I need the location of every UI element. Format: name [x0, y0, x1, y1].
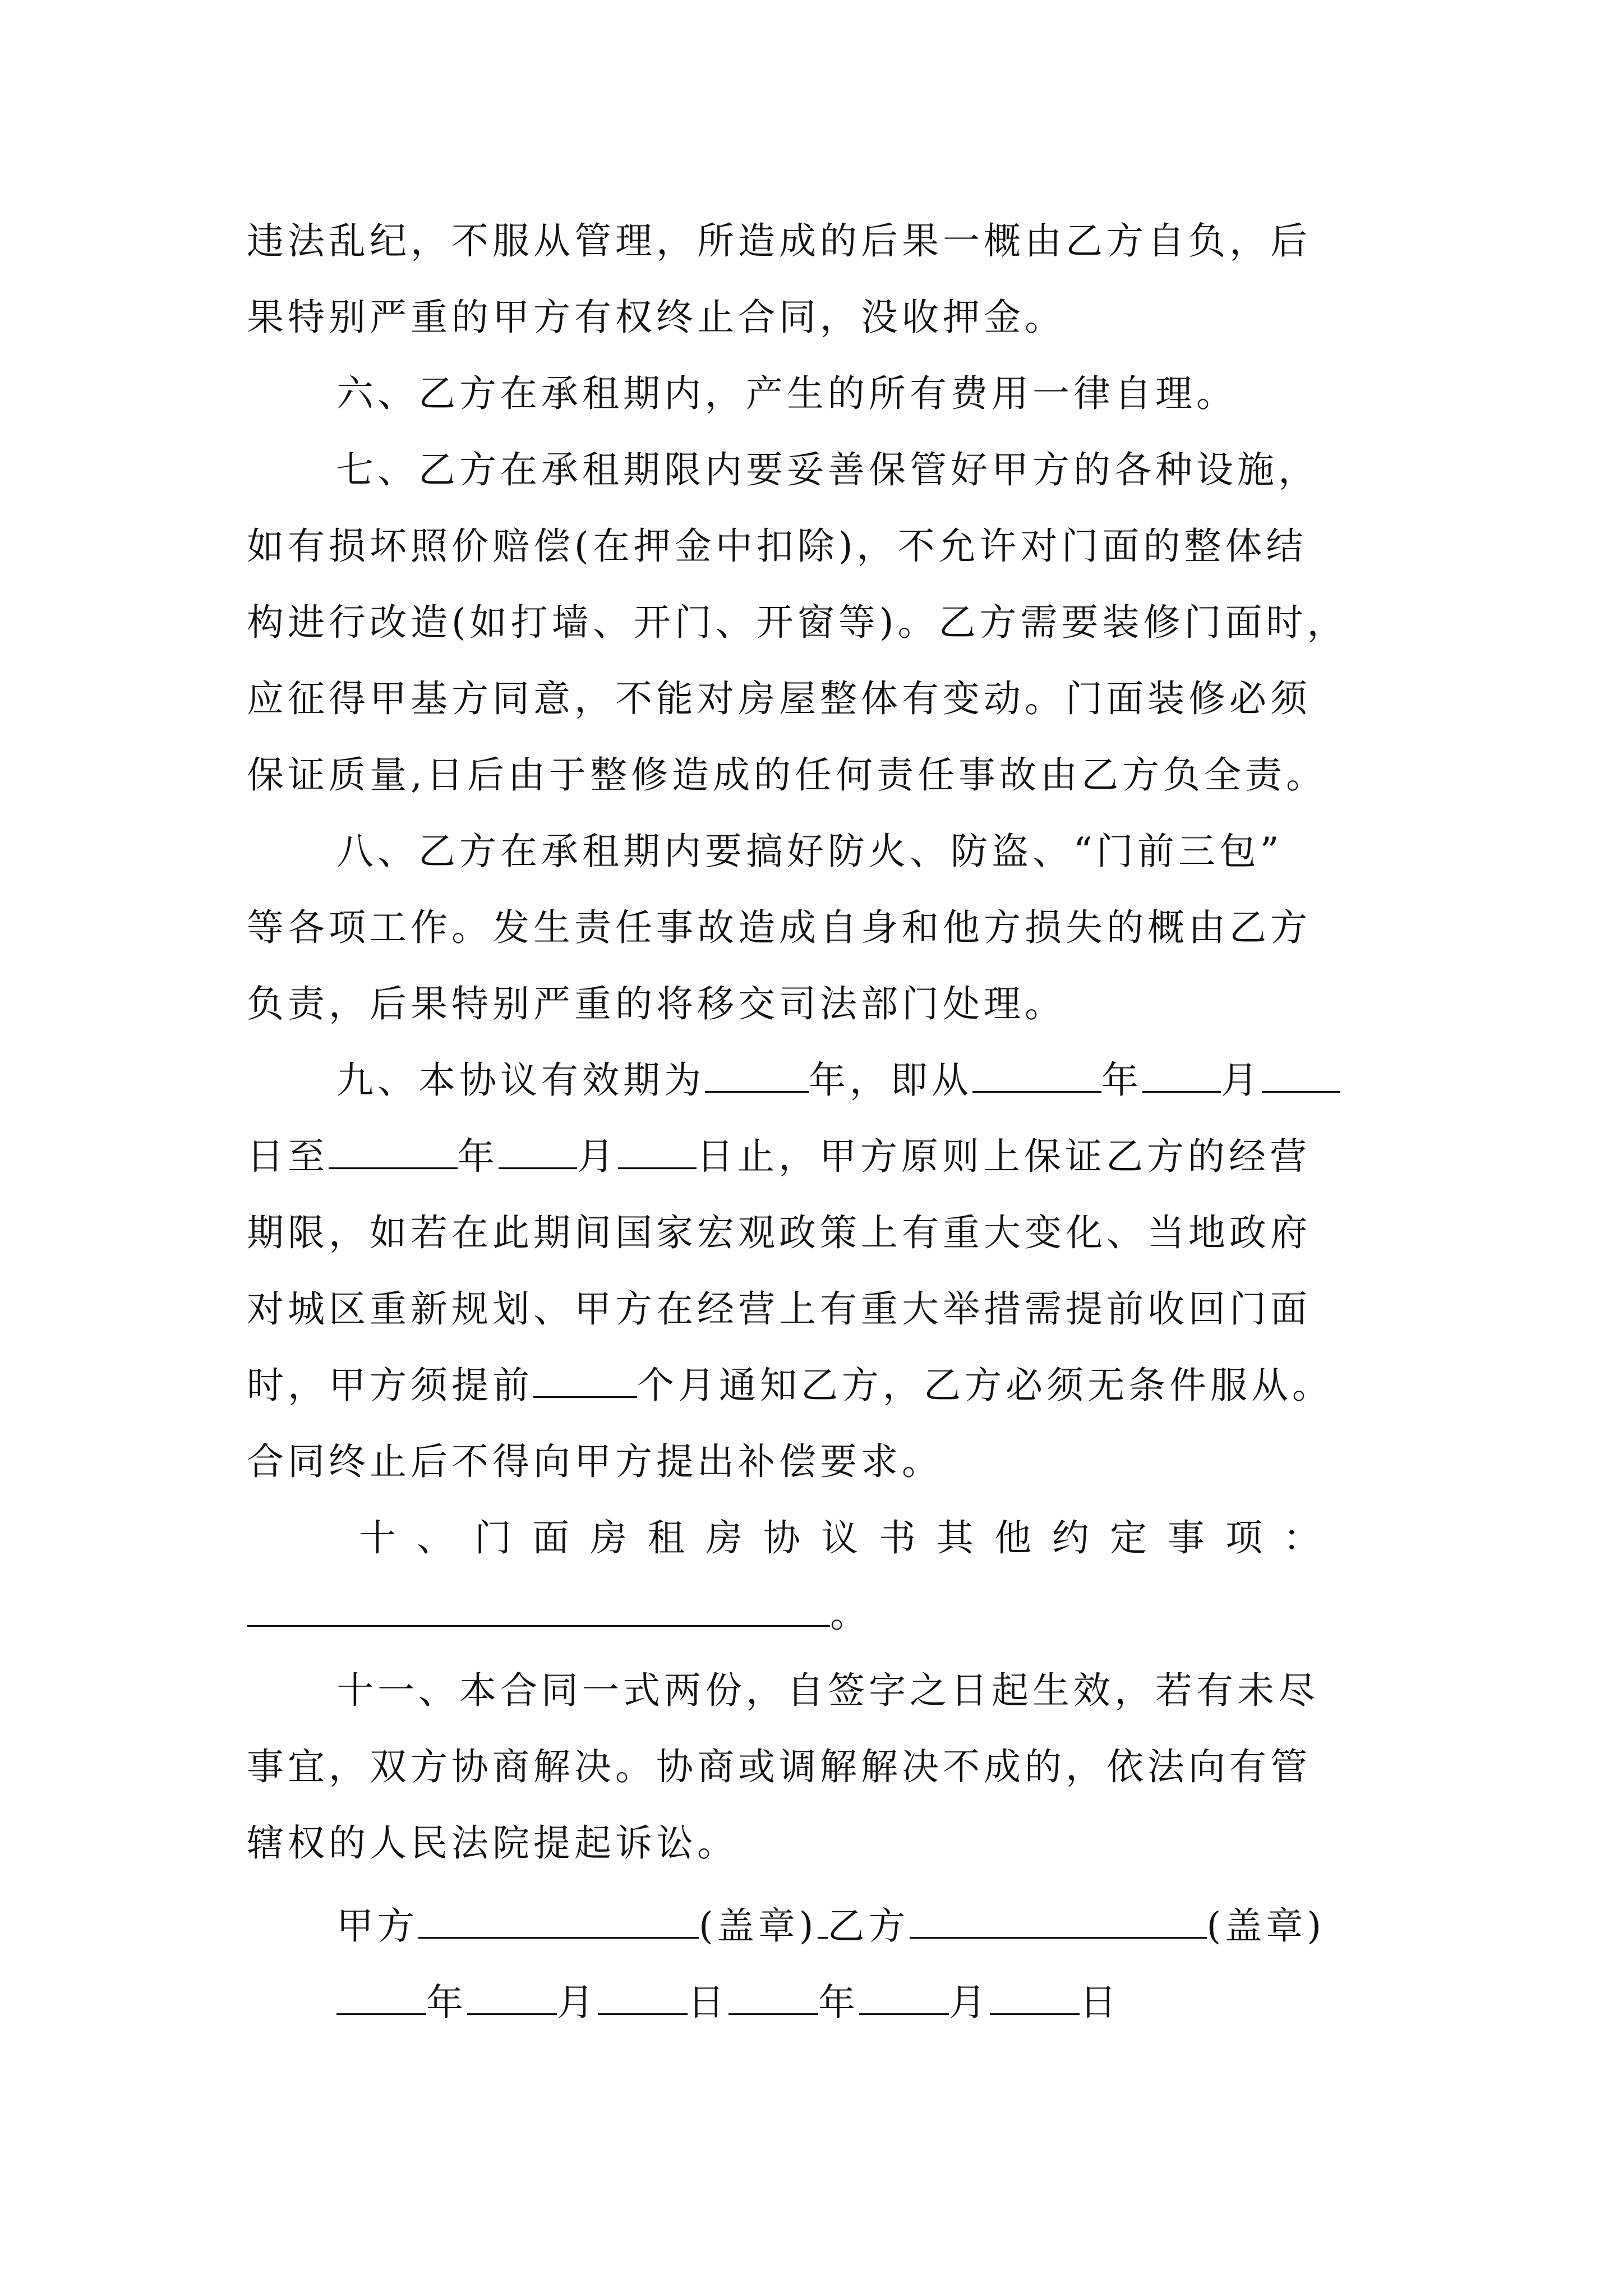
party-a-seal: (盖章) [699, 1904, 818, 1948]
text-line: 应征得甲基方同意，不能对房屋整体有变动。门面装修必须 [247, 677, 1311, 720]
text-line: 事宜，双方协商解决。协商或调解解决不成的，依法向有管 [247, 1745, 1311, 1788]
blank-field [467, 1980, 557, 2015]
blank-field [598, 1980, 688, 2015]
clause-6: 六、乙方在承租期内，产生的所有费用一律自理。 [336, 372, 1237, 415]
text-line: 合同终止后不得向甲方提出补偿要求。 [247, 1440, 943, 1483]
text-line: 对城区重新规划、甲方在经营上有重大举措需提前收回门面 [247, 1287, 1311, 1331]
blank-field [499, 1134, 577, 1169]
blank-field [728, 1980, 818, 2015]
signature-line [336, 1901, 1325, 1952]
date-line [336, 1977, 1121, 2028]
blank-field [1142, 1057, 1221, 1093]
date-day-label: 日 [1080, 1981, 1121, 2024]
clause-10-heading: 十、门面房租房协议书其他约定事项： [359, 1516, 1341, 1559]
blank-field [705, 1057, 809, 1093]
text-line: 期限，如若在此期间国家宏观政策上有重大变化、当地政府 [247, 1211, 1311, 1254]
clause-9-line-1 [336, 1055, 1340, 1106]
clause-7-start: 七、乙方在承租期限内要妥善保管好甲方的各种设施， [336, 448, 1319, 491]
text-line: 构进行改造(如打墙、开门、开窗等)。乙方需要装修门面时， [247, 601, 1348, 644]
blank-field [990, 1980, 1080, 2015]
party-a-blank [418, 1903, 699, 1939]
party-b-label: 乙方 [827, 1904, 910, 1948]
text-line: 辖权的人民法院提起诉讼。 [247, 1821, 738, 1865]
date-year-label: 年 [426, 1981, 467, 2024]
text-line: 负责，后果特别严重的将移交司法部门处理。 [247, 982, 1066, 1025]
blank-field [1262, 1057, 1340, 1093]
blank-field [972, 1057, 1101, 1093]
clause-9-line-2 [247, 1131, 1311, 1182]
party-b-blank [910, 1903, 1207, 1939]
clause-9-text: 月 [1221, 1059, 1262, 1102]
clause-9-text: 年 [458, 1135, 499, 1178]
text-line: 保证质量,日后由于整修造成的任何责任事故由乙方负全责。 [247, 753, 1327, 797]
date-month-label: 月 [949, 1981, 990, 2024]
blank-field [247, 1591, 830, 1627]
clause-9-text: 年 [1101, 1059, 1142, 1102]
blank-field [336, 1980, 426, 2015]
clause-9-text: 年，即从 [809, 1059, 972, 1102]
text-line: 违法乱纪，不服从管理，所造成的后果一概由乙方自负，后 [247, 219, 1311, 263]
clause-9-text: 时，甲方须提前 [247, 1364, 533, 1407]
blank-field [329, 1134, 458, 1169]
clause-10-line-2 [247, 1589, 871, 1640]
party-b-seal: (盖章) [1206, 1904, 1325, 1948]
date-month-label: 月 [557, 1981, 598, 2024]
clause-9-text: 日至 [247, 1135, 329, 1178]
clause-9-text: 月 [577, 1135, 618, 1178]
blank-field [618, 1134, 697, 1169]
clause-9-line-5 [247, 1360, 1333, 1411]
clause-8-start: 八、乙方在承租期内要搞好防火、防盗、“门前三包” [336, 830, 1283, 873]
clause-9-text: 日止，甲方原则上保证乙方的经营 [697, 1135, 1311, 1178]
blank-field [533, 1363, 637, 1398]
text-line: 果特别严重的甲方有权终止合同，没收押金。 [247, 296, 1066, 339]
blank-field [818, 1903, 828, 1939]
clause-10-end: 。 [830, 1593, 871, 1636]
date-day-label: 日 [688, 1981, 728, 2024]
party-a-label: 甲方 [336, 1904, 418, 1948]
text-line: 等各项工作。发生责任事故造成自身和他方损失的概由乙方 [247, 906, 1311, 949]
blank-field [859, 1980, 949, 2015]
date-year-label: 年 [818, 1981, 859, 2024]
clause-9-text: 个月通知乙方，乙方必须无条件服从。 [637, 1364, 1333, 1407]
clause-11-start: 十一、本合同一式两份，自签字之日起生效，若有未尽 [336, 1669, 1319, 1712]
text-line: 如有损坏照价赔偿(在押金中扣除)，不允许对门面的整体结 [247, 524, 1307, 568]
clause-9-text: 九、本协议有效期为 [336, 1059, 705, 1102]
